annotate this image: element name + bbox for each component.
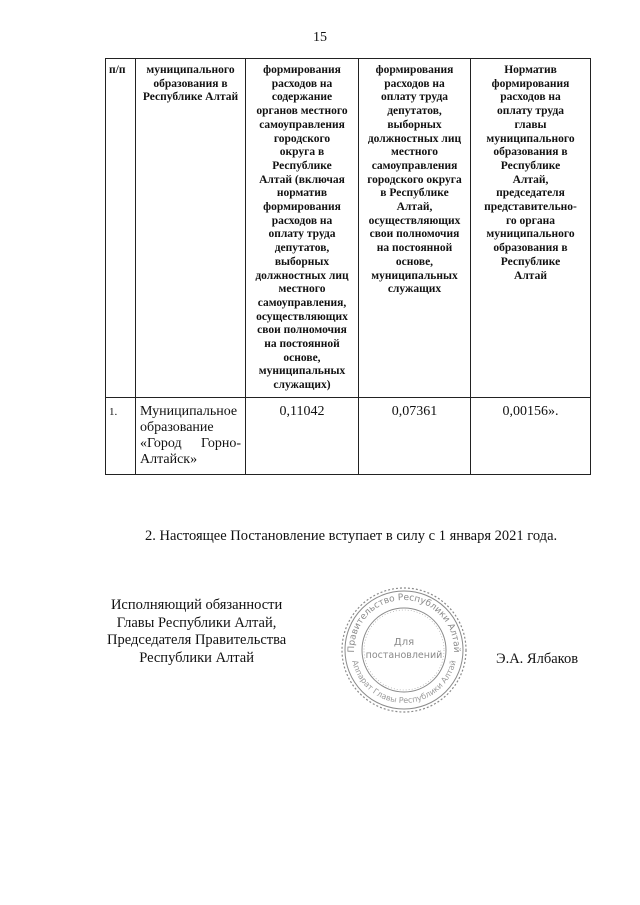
header-line: оплату труда [268, 228, 336, 241]
header-line: должностных лиц [367, 132, 462, 145]
header-line: оплату труда [496, 105, 565, 118]
signer-name: Э.А. Ялбаков [496, 651, 579, 667]
header-line: городского [273, 132, 331, 145]
header-line: округа в [279, 146, 325, 159]
header-line: осуществляющих [256, 310, 348, 323]
header-line: осуществляющих [368, 214, 461, 227]
header-line: расходов на [500, 91, 561, 104]
header-line: местного [391, 146, 438, 159]
header-line: в Республике [380, 187, 449, 200]
effective-date-paragraph: 2. Настоящее Постановление вступает в силу с 1 января 2021 года. [145, 528, 558, 544]
header-line: норматив [276, 187, 328, 200]
header-line: расходов на [384, 77, 445, 90]
header-line: муниципального [486, 132, 575, 145]
signatory-title-line: Исполняющий обязанности [110, 597, 283, 613]
header-number: п/п [106, 59, 136, 398]
header-line: депутатов, [274, 242, 330, 255]
header-line: свои полномочия [369, 228, 460, 241]
header-line: выборных [274, 255, 330, 268]
header-line: на постоянной [376, 242, 453, 255]
header-line: должностных лиц [255, 269, 349, 282]
row-value-3: 0,00156». [471, 397, 591, 474]
header-line: самоуправления [259, 118, 345, 131]
header-line: формирования [375, 64, 454, 76]
header-expenses-local-government [246, 59, 359, 398]
header-line: Алтай (включая [259, 173, 345, 186]
header-line: на постоянной [264, 338, 340, 351]
signatory-title [107, 597, 286, 667]
name-line: Муниципальное [140, 403, 238, 419]
header-line: свои полномочия [257, 324, 347, 337]
header-line: го органа [505, 214, 556, 227]
table-row [106, 397, 591, 474]
header-line: Республике [272, 159, 332, 172]
header-line: Алтай, [396, 201, 433, 214]
header-line: образования в [153, 77, 228, 90]
page-number: 15 [313, 30, 327, 45]
header-line: основе, [283, 351, 321, 364]
header-line: формирования [263, 201, 341, 214]
header-line: муниципального [146, 64, 235, 76]
header-line: представительно- [484, 201, 577, 214]
header-line: служащих [387, 283, 442, 296]
header-line: муниципального [486, 228, 575, 241]
row-number: 1. [106, 397, 136, 474]
header-line: выборных [387, 118, 442, 131]
header-line: главы [514, 118, 547, 131]
stamp-ring-top: Правительство Республики Алтай [346, 592, 462, 653]
header-line: оплату труда [380, 91, 449, 104]
stamp-ring-bottom: Аппарат Главы Республики Алтай [350, 659, 458, 706]
header-line: муниципальных [258, 365, 346, 378]
name-line: «Город Горно- [140, 435, 241, 451]
official-stamp [339, 585, 469, 715]
header-line: муниципальных [371, 269, 458, 282]
header-municipality [136, 59, 246, 398]
header-line: образования в [493, 242, 568, 255]
name-line: Алтайск» [140, 451, 198, 467]
header-line: городского округа [367, 173, 462, 186]
header-head-salary-norm [471, 59, 591, 398]
header-deputies-salary [359, 59, 471, 398]
table-header-row [106, 59, 591, 398]
header-line: образования в [493, 146, 568, 159]
header-line: Алтай [514, 269, 547, 282]
header-line: местного [278, 283, 326, 296]
norms-table [105, 58, 591, 475]
header-line: формирования [491, 77, 570, 90]
name-line: образование [140, 419, 214, 435]
header-line: основе, [395, 255, 434, 268]
row-value-1: 0,11042 [246, 397, 359, 474]
header-line: содержание [271, 91, 333, 104]
header-line: формирования [263, 64, 341, 76]
header-line: Норматив [504, 64, 557, 76]
stamp-center-line: постановлений [365, 650, 443, 661]
signatory-title-line: Главы Республики Алтай, [116, 614, 277, 631]
header-line: Алтай, [512, 173, 549, 186]
header-line: Республике Алтай [142, 91, 239, 104]
row-value-2: 0,07361 [359, 397, 471, 474]
header-line: председателя [496, 187, 565, 200]
header-line: расходов на [271, 77, 333, 90]
header-line: органов местного [256, 105, 348, 118]
header-line: расходов на [271, 214, 333, 227]
signatory-title-line: Республики Алтай [139, 649, 254, 666]
row-municipality-name [136, 397, 246, 474]
header-line: Республике [500, 255, 561, 268]
header-line: самоуправления [371, 159, 458, 172]
header-line: Республике [500, 159, 561, 172]
header-line: самоуправления, [257, 296, 347, 309]
header-line: служащих) [273, 379, 331, 392]
header-line: депутатов, [387, 105, 442, 118]
stamp-center-line: Для [393, 637, 415, 648]
signatory-title-line: Председателя Правительства [107, 632, 287, 648]
